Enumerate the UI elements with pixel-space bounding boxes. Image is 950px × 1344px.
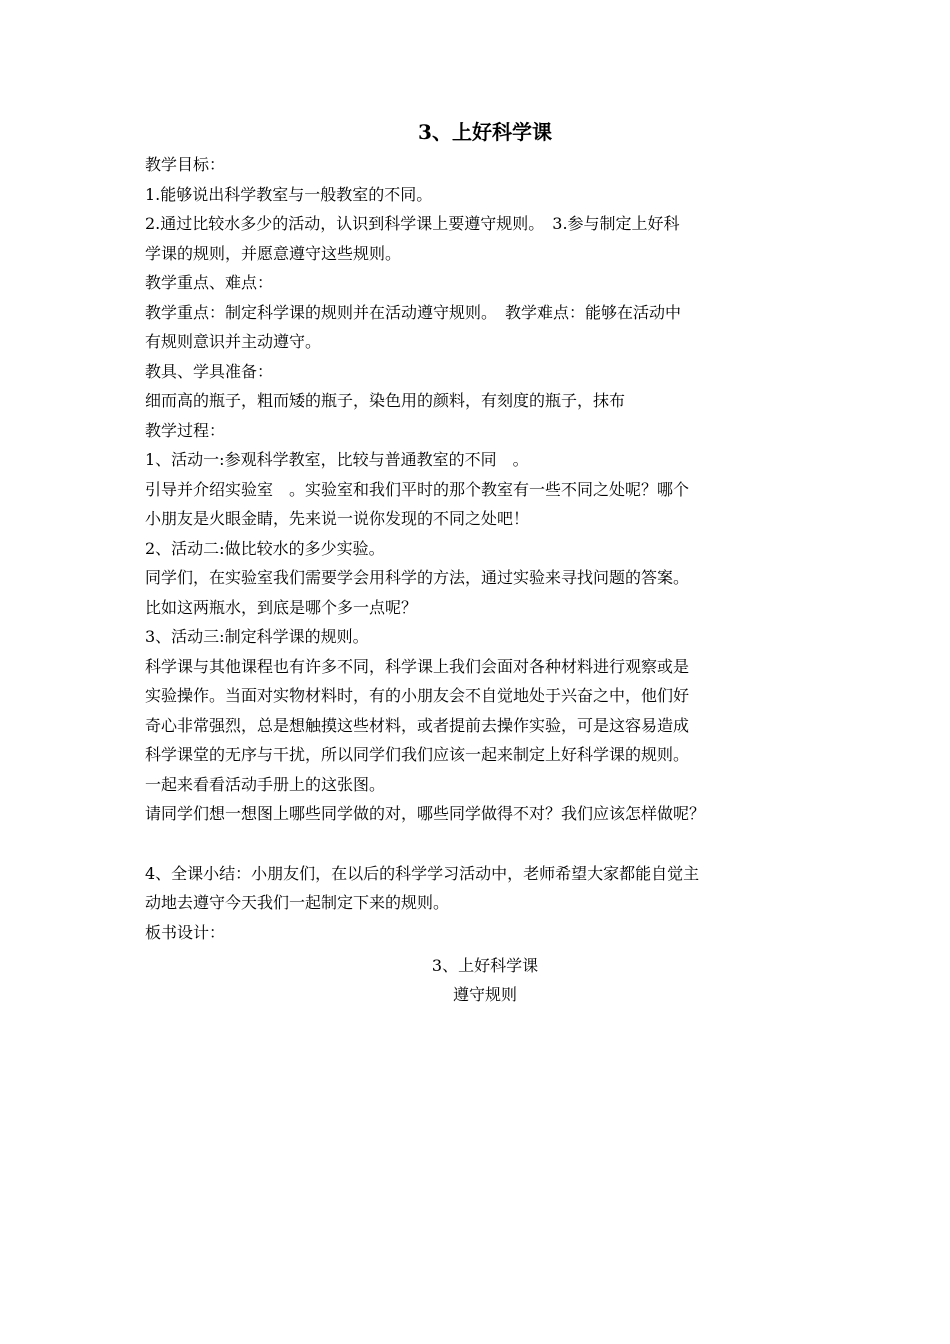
materials-text: 细而高的瓶子，粗而矮的瓶子，染色用的颜料，有刻度的瓶子，抹布 <box>145 391 626 410</box>
summary-text: 4、全课小结：小朋友们，在以后的科学学习活动中，老师希望大家都能自觉主 <box>145 863 700 883</box>
activity-2-heading: 2、活动二:做比较水的多少实验。 <box>145 538 385 558</box>
process-heading: 教学过程： <box>145 420 226 440</box>
document-page <box>145 118 825 1009</box>
activity-2-text-continued: 比如这两瓶水，到底是哪个多一点呢？ <box>145 597 418 617</box>
activity-3-text-6: 请同学们想一想图上哪些同学做的对，哪些同学做得不对？我们应该怎样做呢？ <box>145 804 706 823</box>
paragraph-gap <box>145 829 825 859</box>
activity-3-text-1: 科学课与其他课程也有许多不同，科学课上我们会面对各种材料进行观察或是 <box>145 656 690 676</box>
activity-1-text: 引导并介绍实验室 。实验室和我们平时的那个教室有一些不同之处呢？哪个 <box>145 479 690 499</box>
activity-1-text-continued: 小朋友是火眼金睛，先来说一说你发现的不同之处吧！ <box>145 509 530 528</box>
document-title: 3、上好科学课 <box>418 120 552 144</box>
key-points-continued: 有规则意识并主动遵守。 <box>145 332 322 351</box>
key-points-heading: 教学重点、难点： <box>145 273 274 292</box>
activity-2-text: 同学们，在实验室我们需要学会用科学的方法，通过实验来寻找问题的答案。 <box>145 568 690 587</box>
objective-2-3: 2.通过比较水多少的活动，认识到科学课上要遵守规则。 3.参与制定上好科 <box>145 214 680 233</box>
activity-3-heading: 3、活动三:制定科学课的规则。 <box>145 627 369 646</box>
board-title: 3、上好科学课 <box>431 956 539 975</box>
board-design-heading: 板书设计： <box>145 922 226 942</box>
objective-3-continued: 学课的规则，并愿意遵守这些规则。 <box>145 243 402 263</box>
key-points-text: 教学重点：制定科学课的规则并在活动遵守规则。 教学难点：能够在活动中 <box>145 302 682 322</box>
activity-3-text-2: 实验操作。当面对实物材料时，有的小朋友会不自觉地处于兴奋之中，他们好 <box>145 686 690 705</box>
materials-heading: 教具、学具准备： <box>145 361 274 381</box>
objective-1: 1.能够说出科学教室与一般教室的不同。 <box>145 184 433 204</box>
activity-3-text-5: 一起来看看活动手册上的这张图。 <box>145 774 386 794</box>
activity-3-text-3: 奇心非常强烈，总是想触摸这些材料，或者提前去操作实验，可是这容易造成 <box>145 715 690 735</box>
objectives-heading: 教学目标： <box>145 155 226 174</box>
board-subtitle: 遵守规则 <box>452 985 517 1004</box>
activity-3-text-4: 科学课堂的无序与干扰，所以同学们我们应该一起来制定上好科学课的规则。 <box>145 745 690 764</box>
summary-text-continued: 动地去遵守今天我们一起制定下来的规则。 <box>145 893 450 912</box>
activity-1-heading: 1、活动一:参观科学教室，比较与普通教室的不同 。 <box>145 450 529 469</box>
